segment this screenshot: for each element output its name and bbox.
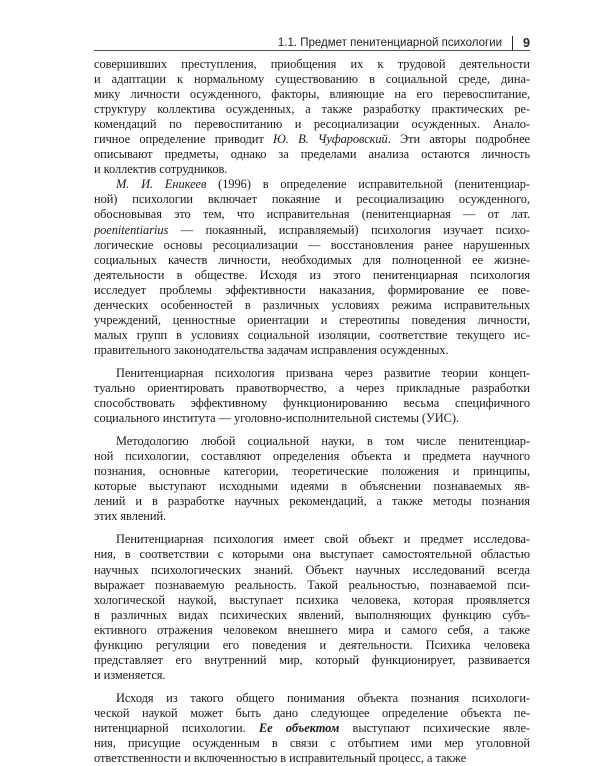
text-run: Пенитенциарная психология имеет свой объект и предмет исследова- [116,532,530,547]
text-run: выражает познаваемую реальность. Такой реальностью, познаваемой пси- [94,577,530,592]
text-run: правительного законодательства задачам исправления осужденных. [94,342,449,357]
text-run: описывают предметы, однако за пределами анализа остаются личность [94,147,530,162]
body-text [94,57,530,766]
text-line [94,593,530,608]
text-line [94,396,530,411]
text-run: Пенитенциарная психология призвана через развитие теории концеп- [116,365,530,380]
text-run: научных психологических знаний. Объект научных исследований всегда [94,562,530,577]
text-run: ческой наукой может быть дано следующее определение объекта пе- [94,705,530,720]
text-run: познания, основные категории, теоретические положения и принципы, [94,464,530,479]
text-line [94,668,530,683]
text-run: социального института — уголовно-исполнительной системы (УИС). [94,411,459,426]
emphasized-text: Ее объектом [258,720,340,735]
text-run: ния, в соответствии с которыми она выступает самостоятельной областью [94,547,530,562]
paragraph [94,434,530,524]
text-line [94,608,530,623]
text-run: (1996) в определение исправительной (пенитенциар- [206,177,530,192]
text-run: хологической наукой, выступает психика человека, которая проявляется [94,592,530,607]
header-separator [512,36,513,50]
text-run: малых групп в условиях социальной изоляции, соответствие текущего ис- [94,327,530,342]
section-title: 1.1. Предмет пенитенциарной психологии [277,37,503,49]
text-run: мику личности осужденного, факторы, влияющие на его перевоспитание, [94,87,530,102]
text-run: логические основы ресоциализации — восстановления ранее нарушенных [94,237,530,252]
text-run: Методологию любой социальной науки, в том числе пенитенциар- [116,434,530,449]
text-line [94,177,530,192]
text-line [94,87,530,102]
text-line [94,532,530,547]
text-line [94,147,530,162]
text-line [94,283,530,298]
text-line [94,192,530,207]
text-line [94,691,530,706]
emphasized-text: М. И. Еникеев [116,177,207,192]
text-line [94,653,530,668]
text-line [94,102,530,117]
text-run: учреждений, ценностные ориентации и стереотипы поведения личности, [94,312,530,327]
text-run: ной) психологии включает покаяние и ресоциализацию осужденного, [94,192,530,207]
text-line [94,721,530,736]
text-line [94,464,530,479]
text-line [94,268,530,283]
text-run: функцию регуляции его поведения и деятельности. Психика человека [94,637,530,652]
text-run: комендаций по перевоспитанию и ресоциализации осужденных. Анало- [94,117,530,132]
text-run: и адаптации к нормальному существованию в социальной среде, дина- [94,72,530,87]
text-line [94,563,530,578]
text-line [94,751,530,766]
text-run: структуру коллектива осужденных, а также разработку практических ре- [94,102,530,117]
text-line [94,434,530,449]
text-line [94,494,530,509]
text-run: деятельности в обществе. Исходя из этого пенитенциарная психология [94,267,530,282]
text-run: . Эти авторы подробнее [387,132,530,147]
text-run: нитенциарной психологии. [94,720,259,735]
text-line [94,638,530,653]
text-run: и коллектив сотрудников. [94,162,228,177]
text-line [94,117,530,132]
text-run: которые выступают исходными идеями в объяснении познаваемых яв- [94,479,530,494]
text-line [94,706,530,721]
text-run: способствовать эффективному функционированию весьма специфичного [94,396,530,411]
paragraph-gap [94,683,530,691]
text-run: ной психологии, составляют определения объекта и предмета научного [94,449,530,464]
text-line [94,343,530,358]
text-line [94,253,530,268]
text-line [94,449,530,464]
text-line [94,57,530,72]
text-line [94,366,530,381]
text-run: — покаянный, исправляемый) психология изучает психо- [168,222,530,237]
text-line [94,736,530,751]
text-line [94,623,530,638]
text-line [94,411,530,426]
text-run: исследует проблемы эффективности наказания, формирование ее пове- [94,282,530,297]
emphasized-text: poenitentiarius [94,222,169,237]
text-run: совершивших преступления, приобщения их к трудовой деятельности [94,57,530,71]
text-line [94,238,530,253]
text-run: этих явлений. [94,509,167,524]
text-run: денческих особенностей в различных условиях режима исправительных [94,297,530,312]
text-run: ответственности и включенностью в исправительный процесс, а также [94,751,467,766]
paragraph-gap [94,426,530,434]
text-line [94,479,530,494]
paragraph [94,691,530,766]
text-run: выступают психические явле- [339,720,530,735]
paragraph-gap [94,524,530,532]
text-line [94,328,530,343]
paragraph-gap [94,358,530,366]
paragraph [94,532,530,682]
text-run: обосновывая это тем, что исправительная (пенитенциарная — от лат. [94,207,530,222]
text-run: гичное определение приводит [94,132,274,147]
header-rule [94,50,530,51]
text-line [94,132,530,147]
text-line [94,207,530,222]
page-number: 9 [523,36,530,50]
text-run: в различных видах психических явлений, выполняющих функцию субъ- [94,607,530,622]
text-line [94,547,530,562]
text-line [94,313,530,328]
text-run: лений и в разработке научных рекомендаций, а также методы познания [94,494,530,509]
paragraph [94,177,530,358]
paragraph [94,57,530,177]
emphasized-text: Ю. В. Чуфаровский [273,132,388,147]
text-run: ективного отражения человеком внешнего мира и самого себя, а также [94,622,530,637]
text-run: социальных качеств личности, необходимых для полноценной ее жизне- [94,252,530,267]
text-run: туально ориентировать правотворчество, а через прикладные разработки [94,380,530,395]
text-line [94,162,530,177]
text-run: ния, присущие осужденным в связи с отбытием ими мер уголовной [94,736,530,751]
text-run: и изменяется. [94,667,166,682]
text-line [94,72,530,87]
text-line [94,509,530,524]
text-line [94,223,530,238]
text-run: Исходя из такого общего понимания объекта познания психологи- [116,690,530,705]
text-line [94,298,530,313]
text-line [94,578,530,593]
text-line [94,381,530,396]
paragraph [94,366,530,426]
text-run: представляет его внутренний мир, который функционирует, развивается [94,652,530,667]
